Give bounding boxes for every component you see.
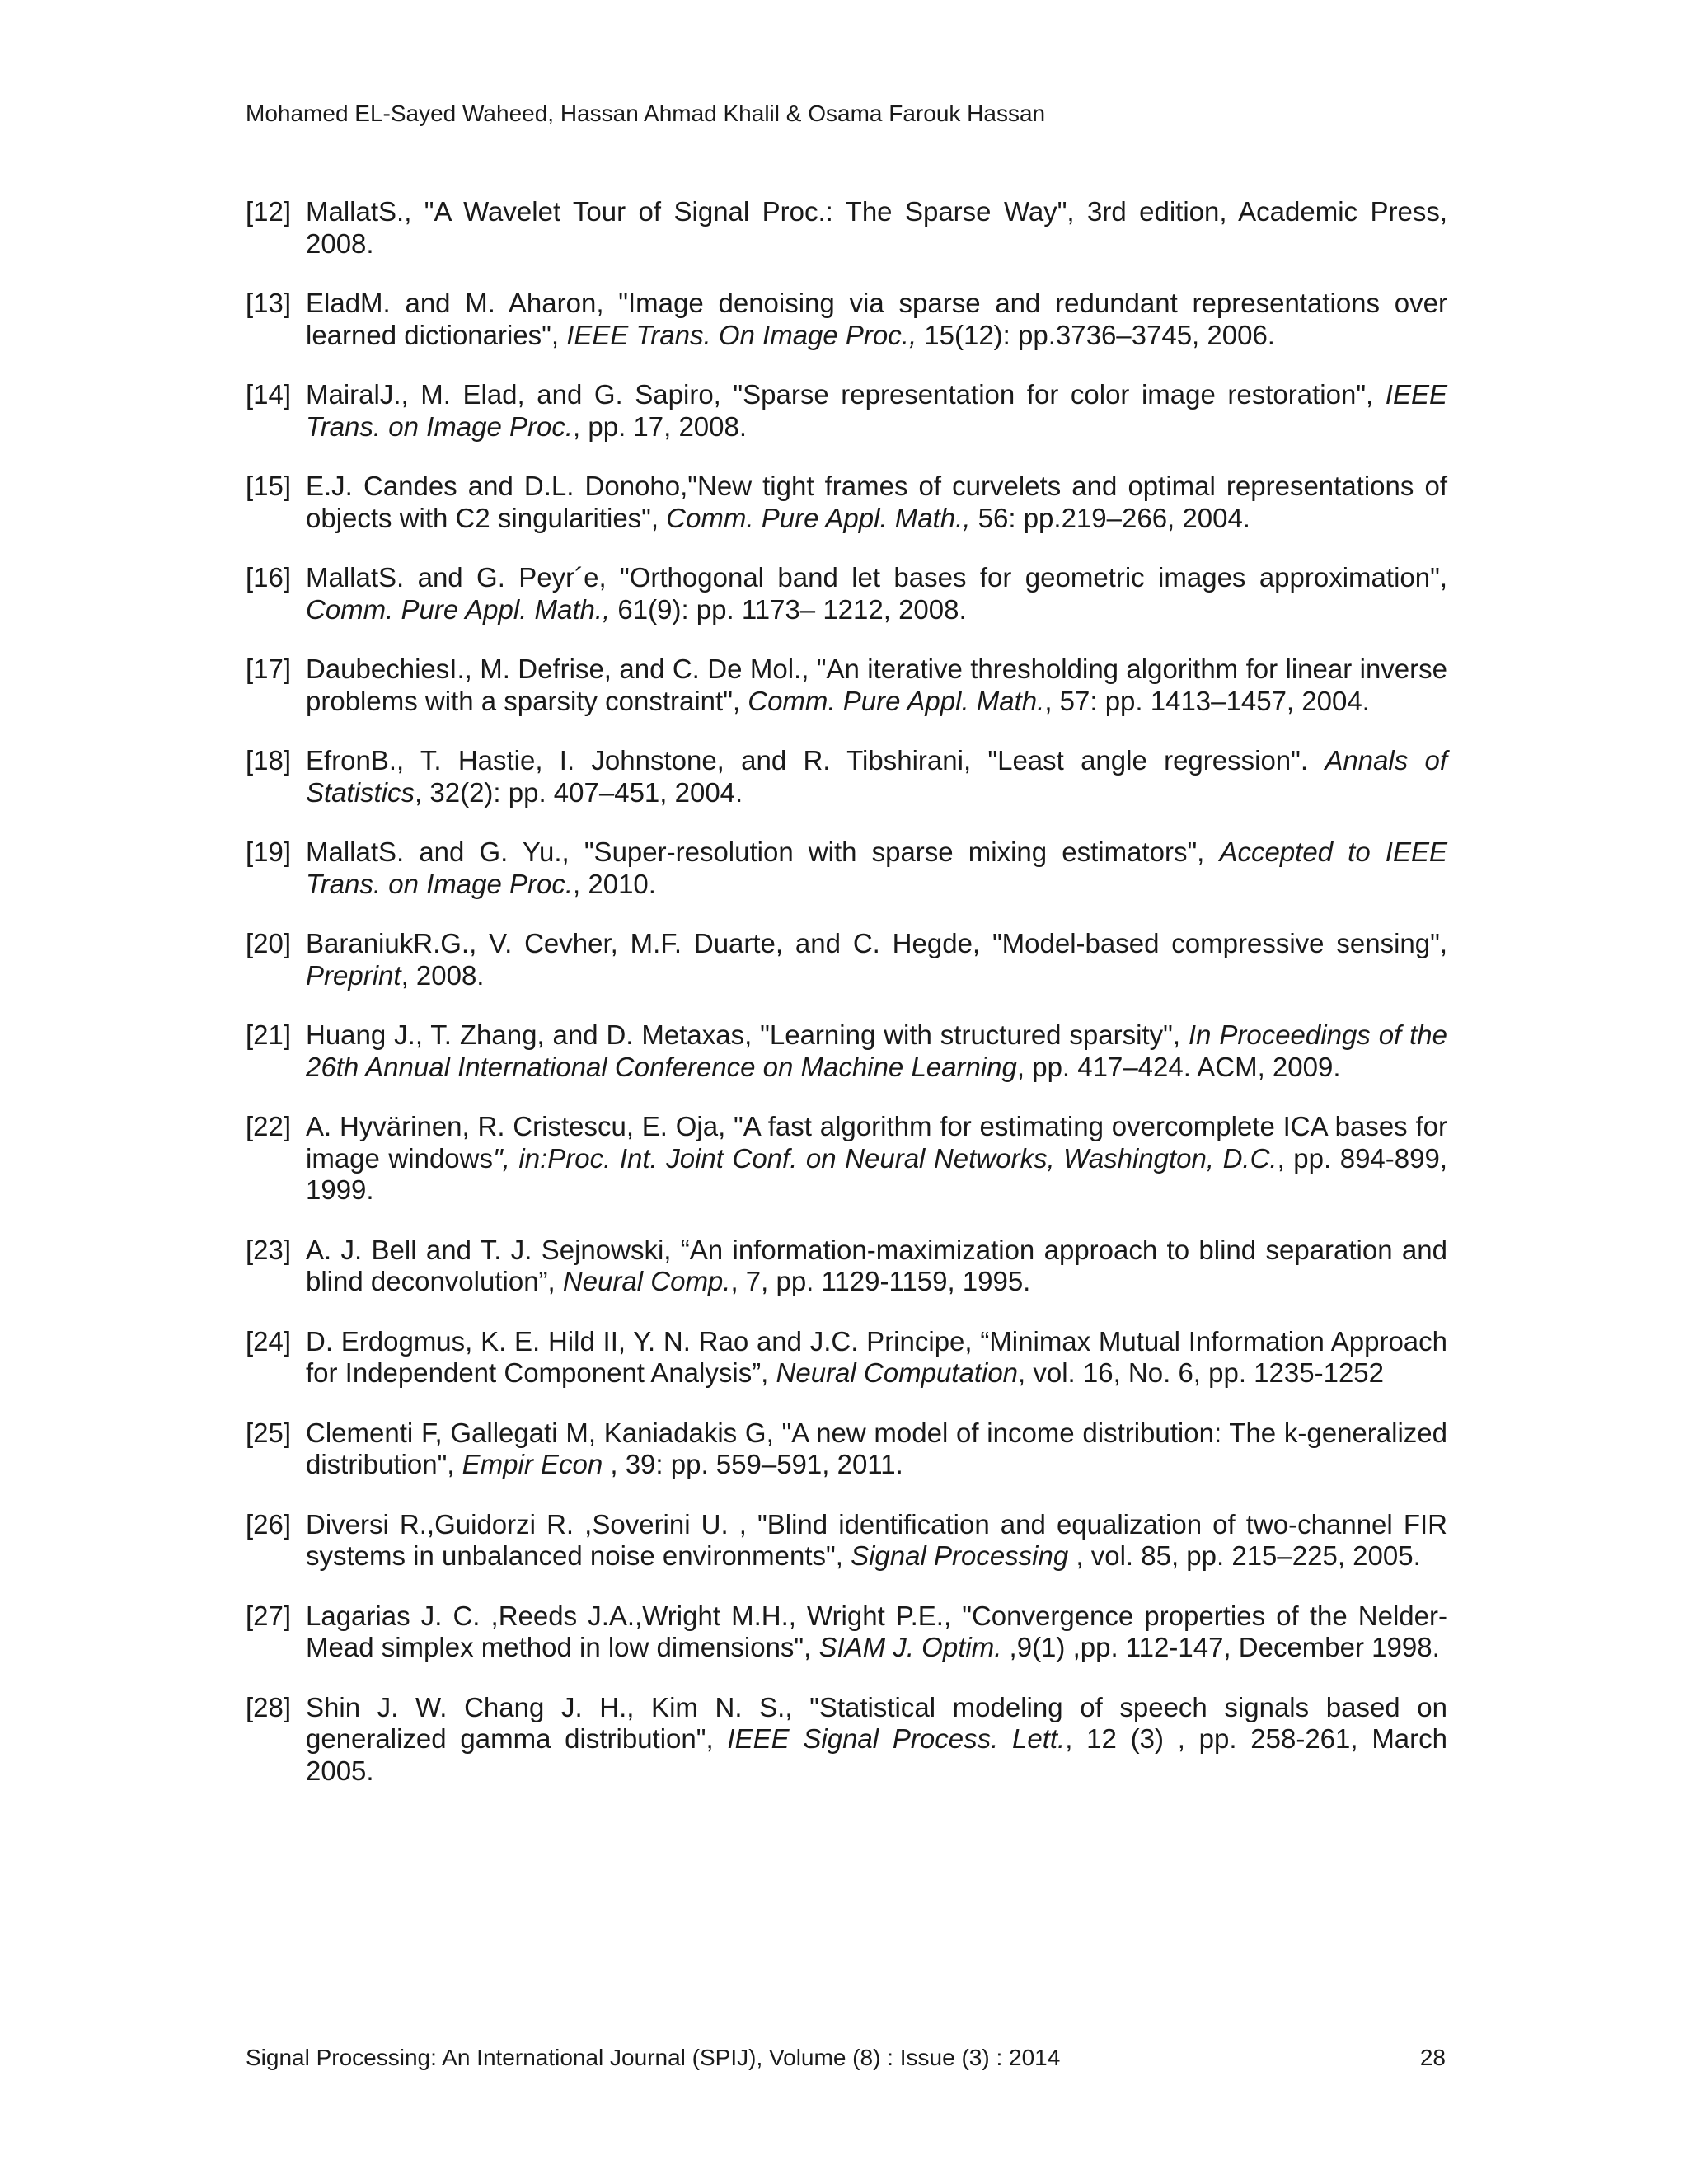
reference-number: [15]: [246, 471, 292, 501]
reference-segment: DaubechiesI., M. Defrise, and C. De Mol., "An iterative thresholding algorithm for linear inverse problems with a sparsity constraint",: [306, 654, 1447, 716]
reference-segment: Shin J. W. Chang J. H., Kim N. S., "Statistical modeling of speech signals based on generalized gamma distribution",: [306, 1691, 1447, 1754]
reference-item: [246, 196, 1447, 260]
reference-number: [19]: [246, 837, 292, 867]
reference-item: [246, 1326, 1447, 1390]
reference-venue: Preprint: [306, 959, 401, 991]
reference-number: [17]: [246, 654, 292, 684]
reference-item: [246, 1019, 1447, 1083]
reference-item: [246, 654, 1447, 717]
reference-item: [246, 379, 1447, 443]
reference-segment: EfronB., T. Hastie, I. Johnstone, and R. Tibshirani, "Least angle regression".: [306, 745, 1325, 776]
reference-item: [246, 1111, 1447, 1207]
reference-segment: , pp. 417–424. ACM, 2009.: [1016, 1051, 1341, 1082]
page-number: 28: [1419, 2045, 1446, 2070]
reference-text: [306, 196, 1447, 260]
reference-segment: , 32(2): pp. 407–451, 2004.: [415, 776, 743, 808]
reference-item: [246, 928, 1447, 991]
reference-venue: ", in:Proc. Int. Joint Conf. on Neural Networks, Washington, D.C.: [492, 1142, 1278, 1174]
reference-text: [306, 288, 1447, 351]
reference-segment: E.J. Candes and D.L. Donoho,"New tight frames of curvelets and optimal representations of objects with C2 singularities",: [306, 471, 1447, 533]
reference-segment: Huang J., T. Zhang, and D. Metaxas, "Learning with structured sparsity",: [306, 1019, 1189, 1050]
reference-item: [246, 745, 1447, 808]
reference-venue: Signal Processing: [851, 1540, 1069, 1571]
reference-segment: D. Erdogmus, K. E. Hild II, Y. N. Rao and J.C. Principe, “Minimax Mutual Information Approach for Independent Component Analysis”,: [306, 1325, 1447, 1388]
reference-text: [306, 1692, 1447, 1788]
reference-number: [21]: [246, 1019, 292, 1050]
reference-text: [306, 745, 1447, 808]
reference-text: [306, 562, 1447, 626]
reference-segment: , 12 (3) , pp. 258-261, March 2005.: [306, 1723, 1448, 1786]
reference-venue: IEEE Signal Process. Lett.: [727, 1723, 1066, 1754]
reference-number: [14]: [246, 379, 292, 410]
reference-segment: , pp. 17, 2008.: [573, 410, 748, 442]
reference-segment: Diversi R.,Guidorzi R. ,Soverini U. , "Blind identification and equalization of two-channel FIR systems in unbalanced noise environments",: [306, 1508, 1447, 1571]
reference-item: [246, 288, 1447, 351]
reference-segment: 56: pp.219–266, 2004.: [970, 502, 1250, 533]
reference-text: [306, 1235, 1447, 1298]
reference-segment: , 39: pp. 559–591, 2011.: [603, 1449, 903, 1479]
reference-number: [12]: [246, 196, 292, 227]
reference-segment: , vol. 85, pp. 215–225, 2005.: [1068, 1540, 1421, 1571]
page-footer: [246, 2043, 1447, 2073]
reference-text: [306, 1418, 1447, 1481]
reference-segment: BaraniukR.G., V. Cevher, M.F. Duarte, and C. Hegde, "Model-based compressive sensing",: [306, 928, 1447, 958]
reference-segment: , 7, pp. 1129-1159, 1995.: [730, 1266, 1031, 1296]
reference-venue: Neural Comp.: [562, 1266, 731, 1296]
reference-venue: Comm. Pure Appl. Math.: [748, 685, 1045, 716]
reference-text: [306, 379, 1447, 443]
reference-venue: Annals of Statistics: [306, 745, 1448, 808]
reference-segment: , pp. 894-899, 1999.: [306, 1142, 1447, 1205]
reference-segment: 15(12): pp.3736–3745, 2006.: [917, 319, 1275, 350]
reference-segment: A. J. Bell and T. J. Sejnowski, “An information-maximization approach to blind separation and blind deconvolution”,: [306, 1234, 1447, 1296]
reference-item: [246, 471, 1447, 534]
reference-number: [28]: [246, 1691, 292, 1722]
reference-venue: IEEE Trans. on Image Proc.: [306, 379, 1447, 442]
reference-segment: ,9(1) ,pp. 112-147, December 1998.: [1001, 1632, 1440, 1662]
reference-segment: , 2008.: [401, 959, 485, 991]
reference-segment: , 2010.: [573, 868, 656, 899]
running-header: Mohamed EL-Sayed Waheed, Hassan Ahmad Khalil & Osama Farouk Hassan: [246, 101, 1046, 126]
reference-segment: Clementi F, Gallegati M, Kaniadakis G, "A new model of income distribution: The k-generalized distribution",: [306, 1417, 1447, 1479]
reference-venue: IEEE Trans. On Image Proc.,: [566, 319, 917, 350]
reference-text: [306, 1019, 1447, 1083]
reference-text: [306, 471, 1447, 534]
reference-item: [246, 1692, 1447, 1788]
reference-item: [246, 1418, 1447, 1481]
reference-segment: Lagarias J. C. ,Reeds J.A.,Wright M.H., Wright P.E., "Convergence properties of the Nelder-Mead simplex method in low dimensions",: [306, 1600, 1447, 1662]
reference-number: [27]: [246, 1600, 292, 1631]
reference-venue: In Proceedings of the 26th Annual International Conference on Machine Learning: [306, 1019, 1447, 1082]
reference-text: [306, 1601, 1447, 1664]
reference-number: [23]: [246, 1234, 292, 1265]
reference-number: [25]: [246, 1417, 292, 1448]
reference-number: [24]: [246, 1325, 292, 1357]
reference-venue: Neural Computation: [776, 1357, 1019, 1388]
reference-venue: Comm. Pure Appl. Math.,: [306, 593, 611, 625]
reference-venue: Empir Econ: [462, 1449, 603, 1479]
reference-segment: 61(9): pp. 1173– 1212, 2008.: [610, 593, 967, 625]
reference-list: [246, 196, 1447, 1815]
reference-text: [306, 1509, 1447, 1572]
footer-journal: Signal Processing: An International Journal (SPIJ), Volume (8) : Issue (3) : 2014: [246, 2045, 1061, 2070]
reference-text: [306, 1111, 1447, 1207]
reference-segment: MairalJ., M. Elad, and G. Sapiro, "Sparse representation for color image restoration",: [306, 379, 1386, 410]
reference-item: [246, 562, 1447, 626]
reference-number: [22]: [246, 1111, 292, 1141]
reference-item: [246, 1235, 1447, 1298]
reference-text: [306, 928, 1447, 991]
reference-segment: MallatS. and G. Peyr´e, "Orthogonal band let bases for geometric images approximation",: [306, 562, 1447, 593]
reference-venue: SIAM J. Optim.: [818, 1632, 1002, 1662]
reference-segment: , vol. 16, No. 6, pp. 1235-1252: [1018, 1357, 1385, 1388]
reference-text: [306, 1326, 1447, 1390]
reference-item: [246, 837, 1447, 900]
reference-segment: , 57: pp. 1413–1457, 2004.: [1044, 685, 1370, 716]
reference-venue: Accepted to IEEE Trans. on Image Proc.: [306, 837, 1447, 899]
reference-venue: Comm. Pure Appl. Math.,: [666, 502, 971, 533]
reference-segment: MallatS., "A Wavelet Tour of Signal Proc.: The Sparse Way", 3rd edition, Academic Press, 2008.: [306, 196, 1447, 259]
reference-number: [18]: [246, 745, 292, 776]
reference-item: [246, 1509, 1447, 1572]
reference-segment: EladM. and M. Aharon, "Image denoising via sparse and redundant representations over learned dictionaries",: [306, 288, 1447, 350]
reference-segment: MallatS. and G. Yu., "Super-resolution with sparse mixing estimators",: [306, 837, 1220, 867]
reference-item: [246, 1601, 1447, 1664]
reference-number: [13]: [246, 288, 292, 318]
reference-text: [306, 837, 1447, 900]
reference-text: [306, 654, 1447, 717]
reference-number: [16]: [246, 562, 292, 593]
reference-number: [26]: [246, 1508, 292, 1540]
reference-segment: A. Hyvärinen, R. Cristescu, E. Oja, "A fast algorithm for estimating overcomplete ICA bases for image windows: [306, 1111, 1447, 1174]
reference-number: [20]: [246, 928, 292, 958]
